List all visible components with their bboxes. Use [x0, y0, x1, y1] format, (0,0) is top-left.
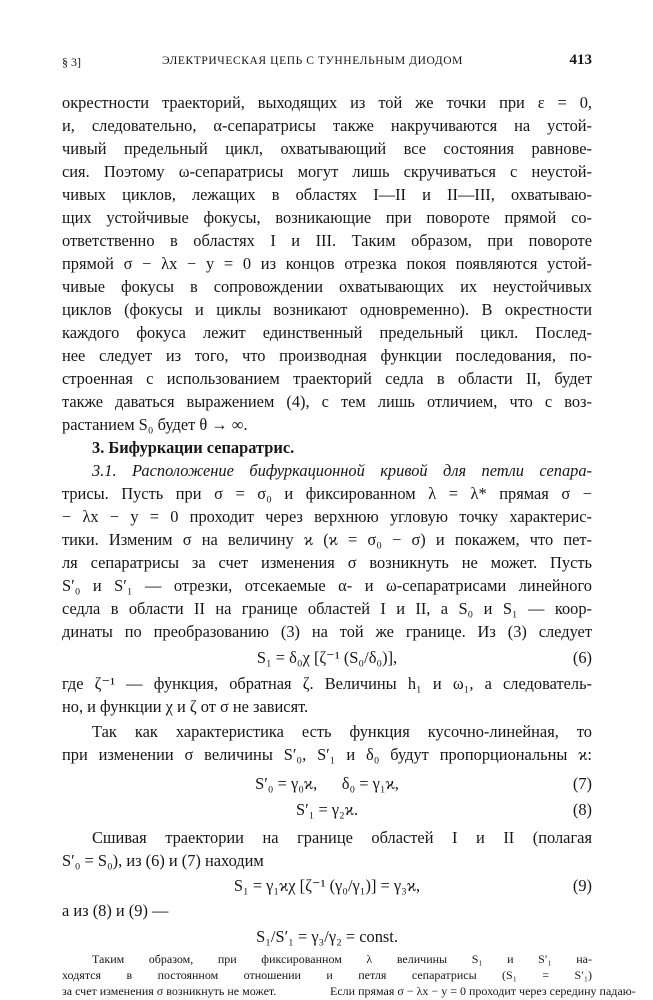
equation-number: (9): [572, 876, 592, 895]
text-line: S′₀ и S′₁ — отрезки, отсекаемые α- и ω-сепаратрисами линейного: [62, 576, 592, 595]
text-line: но, и функции χ и ζ от σ не зависят.: [62, 697, 309, 716]
text-line: прямой σ − λx − y = 0 из концов отрезка покоя появляются устой-: [62, 254, 592, 273]
text-line: чивые фокусы в сопровождении охватывающих их неустойчивых: [62, 277, 592, 296]
text-line: и, следовательно, α-сепаратрисы также накручиваются на устой-: [62, 116, 592, 135]
equation-formula: S₁ = δ₀χ [ζ⁻¹ (S₀/δ₀)],: [256, 648, 398, 667]
text-line: чивый предельный цикл, охватывающий все состояния равнове-: [62, 139, 592, 158]
text-line: окрестности траекторий, выходящих из той же точки при ε = 0,: [62, 93, 592, 112]
equation-6: [62, 646, 592, 669]
text-line: также даваться выражением (4), с тем лишь отличием, что с воз-: [62, 392, 592, 411]
text-line: ля сепаратрисы за счет изменения σ возникнуть не может. Пусть: [62, 553, 592, 572]
equation-number: (7): [572, 774, 592, 793]
text-line: циклов (фокусы и циклы возникают одновременно). В окрестности: [62, 300, 592, 319]
header-title: ЭЛЕКТРИЧЕСКАЯ ЦЕПЬ С ТУННЕЛЬНЫМ ДИОДОМ: [162, 55, 463, 67]
text-line: ответственно в областях I и III. Таким образом, при повороте: [62, 231, 592, 250]
section-heading: 3. Бифуркации сепаратрис.: [92, 438, 295, 457]
text-line: − λx − y = 0 проходит через верхнюю угловую точку характерис-: [62, 507, 592, 526]
equation-formula: S′₁ = γ₂ϰ.: [295, 800, 359, 819]
text-line: Так как характеристика есть функция кусочно-линейная, то: [92, 722, 592, 741]
text-line: щих устойчивые фокусы, возникающие при повороте прямой со-: [62, 208, 592, 227]
header-section: § 3]: [62, 55, 81, 69]
text-line: каждого фокуса лежит единственный предельный цикл. Послед-: [62, 323, 592, 342]
text-line: чивых циклов, лежащих в областях I—II и II—III, охватываю-: [62, 185, 592, 204]
text-line: динаты по преобразованию (3) на той же границе. Из (3) следует: [62, 622, 592, 641]
text-line: за счет изменения σ возникнуть не может.: [62, 984, 277, 998]
text-line: Таким образом, при фиксированном λ величины S₁ и S′₁ на-: [92, 952, 592, 966]
text-line: 3.1. Расположение бифуркационной кривой для петли сепара-: [92, 461, 592, 480]
equation-7: [62, 772, 592, 795]
equation-ratio: [62, 925, 592, 948]
text-line: Если прямая σ − λx − y = 0 проходит через середину падаю-: [330, 984, 636, 998]
equation-formula: S′₀ = γ₀ϰ, δ₀ = γ₁ϰ,: [255, 774, 399, 793]
page-number: 413: [569, 52, 592, 68]
text-line: ходятся в постоянном отношении и петля сепаратрисы (S₁ = S′₁): [62, 968, 592, 982]
text-line: нее следует из того, что производная функции последования, по-: [62, 346, 592, 365]
equation-8: [62, 798, 592, 821]
text-line: при изменении σ величины S′₀, S′₁ и δ₀ будут пропорциональны ϰ:: [62, 745, 592, 764]
text-line: Сшивая траектории на границе областей I и II (полагая: [92, 828, 592, 847]
text-line: где ζ⁻¹ — функция, обратная ζ. Величины h₁ и ω₁, а следователь-: [62, 674, 592, 693]
text-line: строенная с использованием траекторий седла в области II, будет: [62, 369, 592, 388]
equation-formula: S₁ = γ₁ϰχ [ζ⁻¹ (γ₀/γ₁)] = γ₃ϰ,: [233, 876, 421, 895]
equation-9: [62, 874, 592, 897]
equation-number: (8): [572, 800, 592, 819]
equation-formula: S₁/S′₁ = γ₃/γ₂ = const.: [256, 927, 398, 946]
running-header: [62, 52, 592, 72]
text-line: сия. Поэтому ω-сепаратрисы могут лишь скручиваться с неустой-: [62, 162, 592, 181]
equation-number: (6): [572, 648, 592, 667]
text-line: растанием S₀ будет θ → ∞.: [62, 415, 248, 434]
text-line: тики. Изменим σ на величину ϰ (ϰ = σ₀ − σ) и покажем, что пет-: [62, 530, 592, 549]
text-line: S′₀ = S₀), из (6) и (7) находим: [62, 851, 264, 870]
text-line: седла в области II на границе областей I и II, а S₀ и S₁ — коор-: [62, 599, 592, 618]
text-line: трисы. Пусть при σ = σ₀ и фиксированном λ = λ* прямая σ −: [62, 484, 592, 503]
text-line: а из (8) и (9) —: [62, 901, 169, 920]
